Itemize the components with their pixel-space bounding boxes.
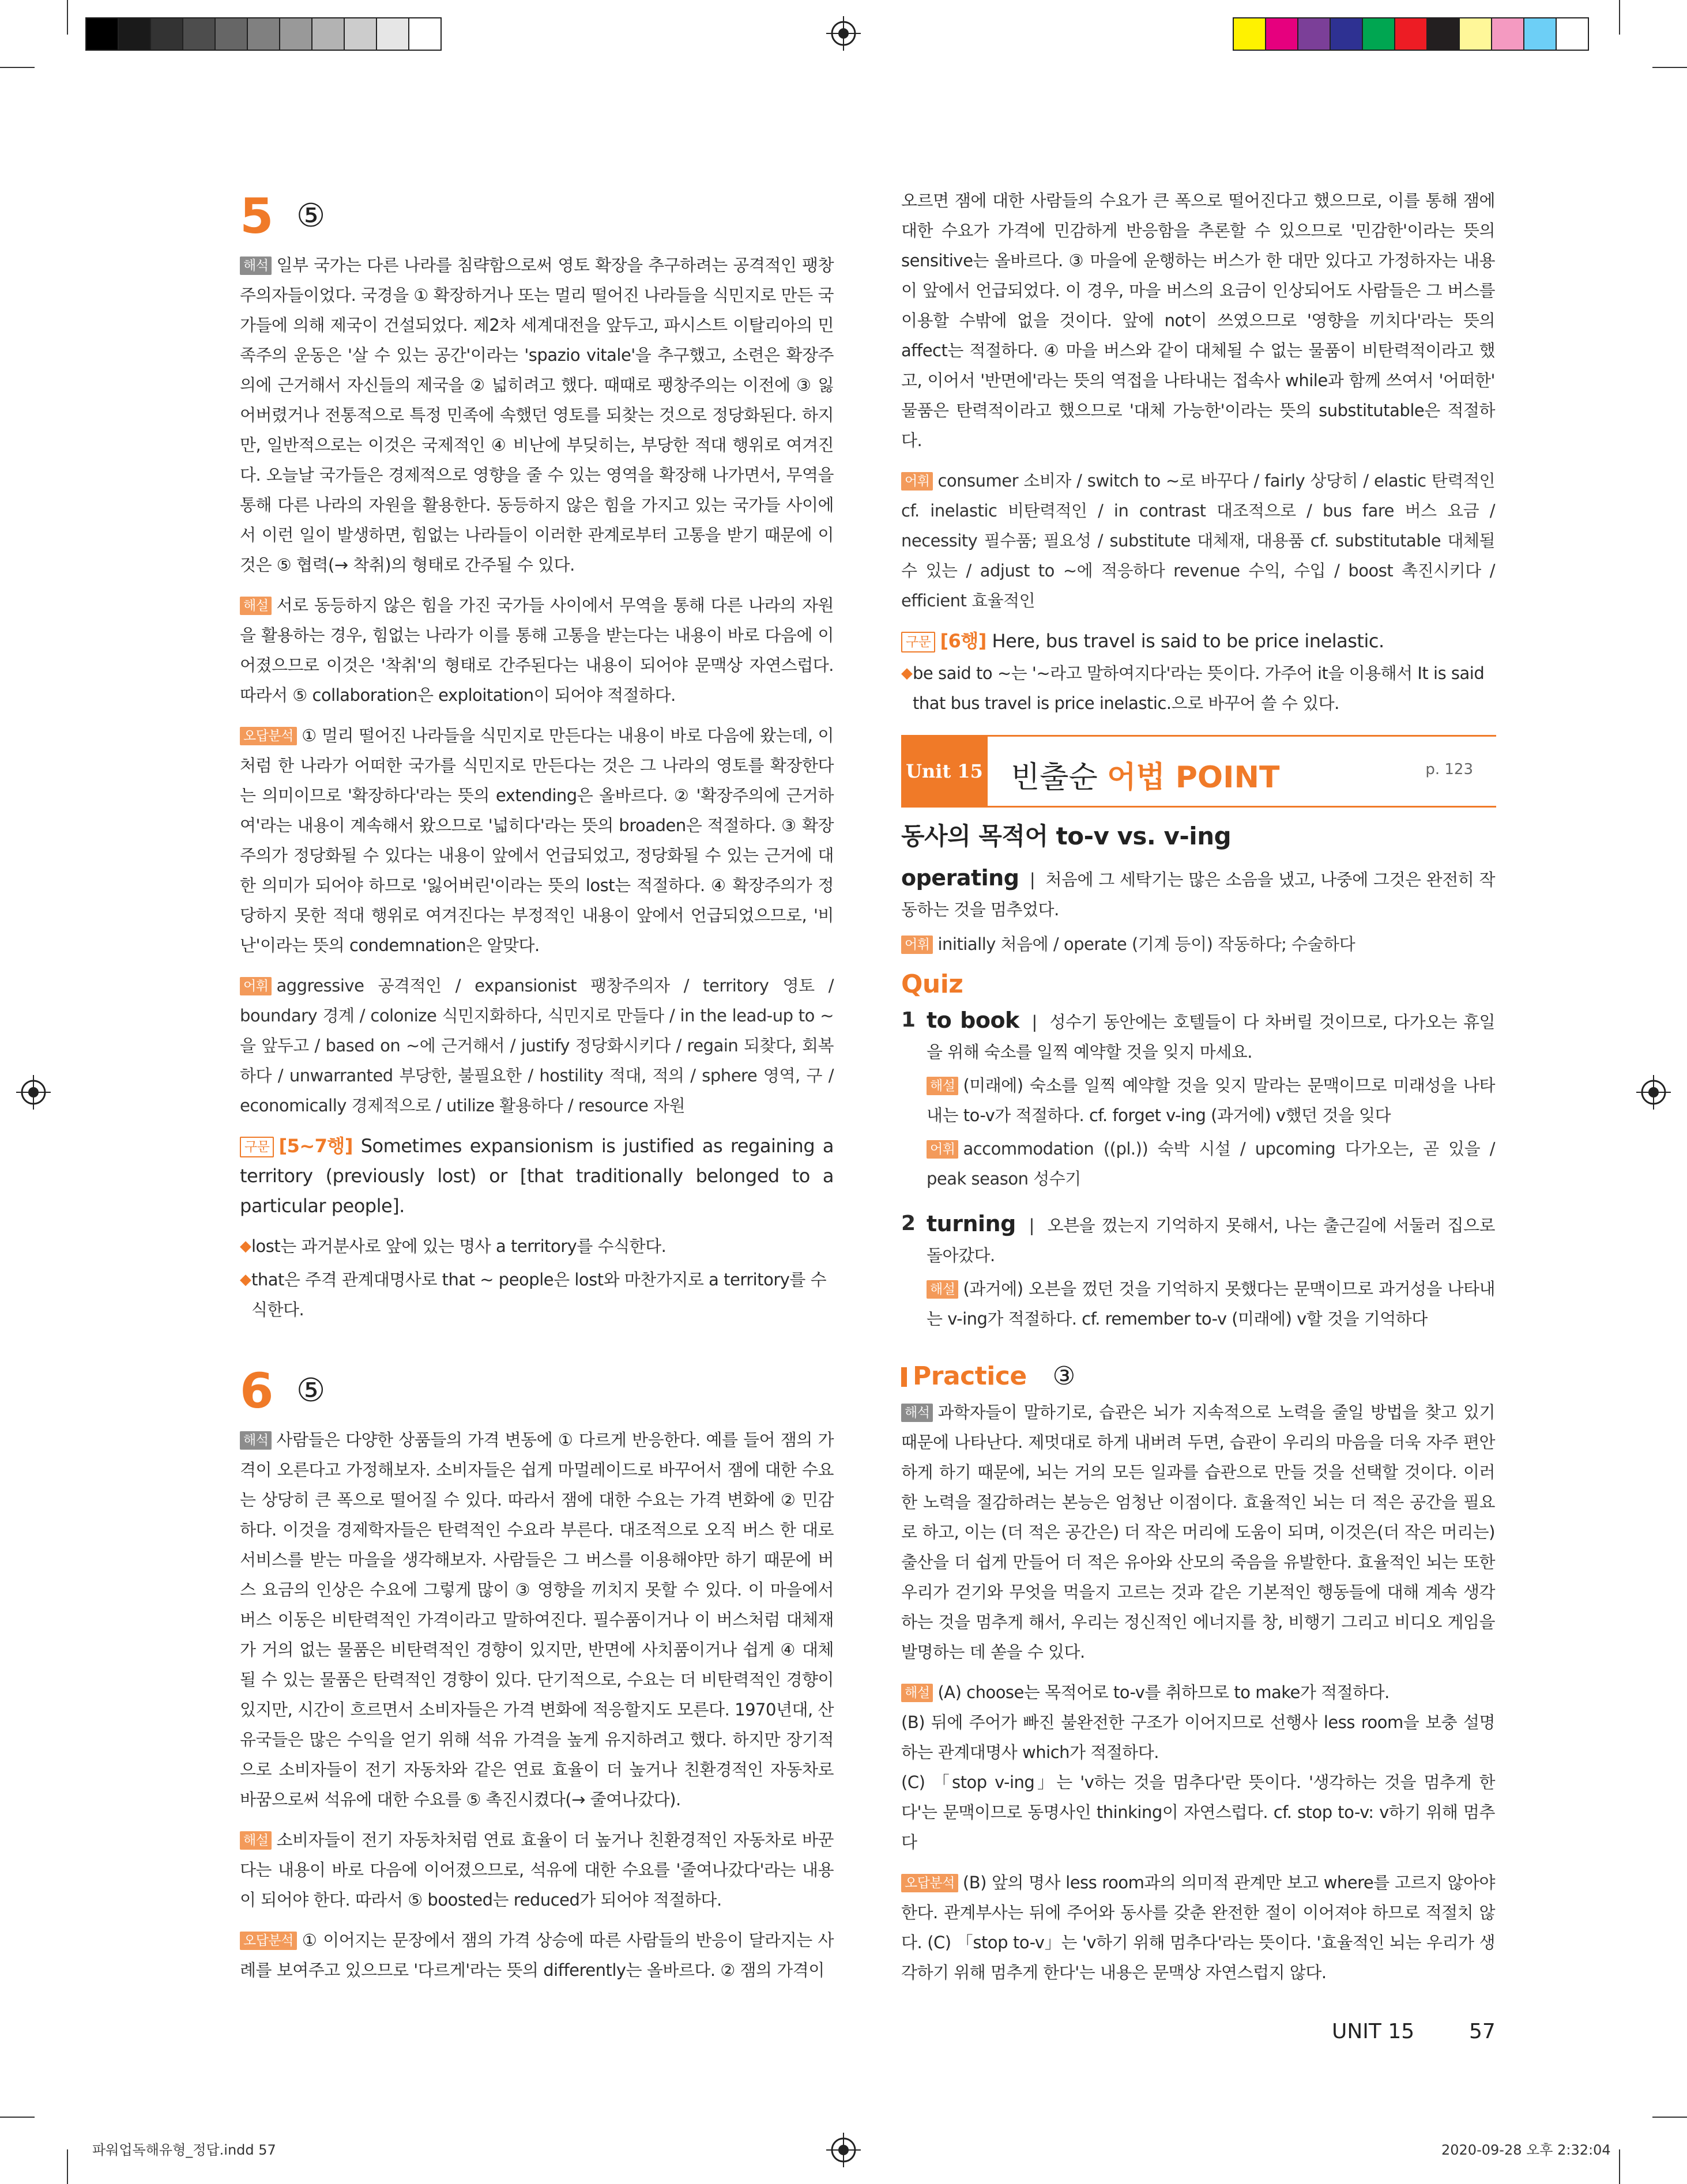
tag-label: 해석 [240,1431,272,1450]
crop-mark [1619,2149,1620,2184]
tag-label: 어휘 [901,936,933,954]
syntax-bullet [240,1231,834,1261]
paragraph-text: 소비자들이 전기 자동차처럼 연료 효율이 더 높거나 친환경적인 자동차로 바꾼다는 내용이 바로 다음에 이어졌으므로, 석유에 대한 수요를 '줄여나갔다'라는 내용이 되어야 한다. 따라서 ⑤ boosted는 reduced가 되어야 적절하다. [240,1830,834,1910]
vocabulary-paragraph [240,971,834,1121]
unit-banner [901,735,1496,808]
question-answer: ⑤ [296,197,325,235]
paragraph-text: (미래에) 숙소를 일찍 예약할 것을 잊지 말라는 문맥이므로 미래성을 나타내는 to-v가 적절하다. cf. forget v-ing (과거에) v했던 것을 잊다 [927,1076,1495,1125]
vocabulary-paragraph [927,1134,1495,1194]
explanation-paragraph [927,1070,1495,1130]
operating-entry: operating | 처음에 그 세탁기는 많은 소음을 냈고, 나중에 그것은 완전히 작동하는 것을 멈추었다. [901,865,1495,919]
tag-label: 해설 [240,597,272,615]
cmyk-color-bar [1233,17,1588,51]
swatch [376,17,409,51]
swatch [247,17,280,51]
swatch [182,17,216,51]
paragraph-text: Here, bus travel is said to be price inelastic. [992,630,1384,652]
syntax-paragraph [240,1131,834,1221]
tag-label: 구문 [901,632,935,652]
quiz-title: Quiz [901,970,963,999]
practice-answer: ③ [1052,1361,1075,1391]
paragraph-text: aggressive 공격적인 / expansionist 팽창주의자 / territory 영토 / boundary 경계 / colonize 식민지화하다, 식민지로 만들다 / in the lead-up to ~을 앞두고 / based on ~에 근거해서 / justify 정당화시키다 / regain 되찾다, 회복하다 / unwarranted 부당한, 불필요한 / hostility 적대, 적의 / sphere 영역, 구 / economically 경제적으로 / utilize 활용하다 / resource 자원 [240,976,834,1115]
paragraph-text: consumer 소비자 / switch to ~로 바꾸다 / fairly 상당히 / elastic 탄력적인 cf. inelastic 비탄력적인 / in contrast 대조적으로 / bus fare 버스 요금 / necessity 필수품; 필요성 / substitute 대체재, 대용품 cf. substitutable 대체될 수 있는 / adjust to ~에 적응하다 revenue 수익, 수입 / boost 촉진시키다 / efficient 효율적인 [901,471,1495,610]
right-column-bottom [901,821,1495,1998]
page-number: 57 [1469,2020,1496,2043]
translation-paragraph [240,1425,834,1815]
swatch [1265,17,1298,51]
answer-word: operating [901,865,1019,891]
bullet-text: be said to ~는 '~라고 말하여지다'라는 뜻이다. 가주어 it을 이용해서 It is said that bus travel is price inelastic.으로 바꾸어 쓸 수 있다. [913,663,1485,713]
continued-paragraph: 오르면 잼에 대한 사람들의 수요가 큰 폭으로 떨어진다고 했으므로, 이를 통해 잼에 대한 수요가 가격에 민감하게 반응함을 추론할 수 있으므로 '민감한'이라는 뜻의 sensitive는 올바르다. ③ 마을에 운행하는 버스가 한 대만 있다고 가정하자는 내용이 앞에서 언급되었다. 이 경우, 마을 버스의 요금이 인상되어도 사람들은 그 버스를 이용할 수밖에 없을 것이다. 앞에 not이 쓰였으므로 '영향을 끼치다'라는 뜻의 affect는 적절하다. ④ 마을 버스와 같이 대체될 수 없는 물품이 비탄력적이라고 했고, 이어서 '반면에'라는 뜻의 역접을 나타내는 접속사 while과 함께 쓰여서 '어떠한' 물품은 탄력적이라고 했으므로 '대체 가능한'이라는 뜻의 substitutable은 적절하다. [901,191,1495,450]
right-column-top [901,186,1495,722]
vocabulary-paragraph [901,929,1495,959]
quiz-item [901,1209,1495,1344]
tag-label: 해석 [240,257,272,275]
tag-label: 해설 [927,1077,958,1095]
explanation-paragraph [240,1825,834,1915]
paragraph-text: 처음에 그 세탁기는 많은 소음을 냈고, 나중에 그것은 완전히 작동하는 것을 멈추었다. [901,870,1495,919]
paragraph-text: (B) 앞의 명사 less room과의 의미적 관계만 보고 where를 고르지 않아야 한다. 관계부사는 뒤에 주어와 동사를 갖춘 완전한 절이 이어져야 하므로 적절치 않다. (C) 「stop to-v」는 'v하기 위해 멈추다'라는 뜻이다. '효율적인 뇌는 우리가 생각하기 위해 멈추게 한다'는 내용은 문맥상 자연스럽지 않다. [901,1873,1495,1982]
crop-mark [67,0,68,35]
paragraph-text: 사람들은 다양한 상품들의 가격 변동에 ① 다르게 반응한다. 예를 들어 잼의 가격이 오른다고 가정해보자. 소비자들은 쉽게 마멀레이드로 바꾸어서 잼에 대한 수요는 상당히 큰 폭으로 떨어질 수 있다. 따라서 잼에 대한 수요는 가격 변화에 ② 민감하다. 이것을 경제학자들은 탄력적인 수요라 부른다. 대조적으로 오직 버스 한 대로 서비스를 받는 마을을 생각해보자. 사람들은 그 버스를 이용해야만 하기 때문에 버스 요금의 인상은 수요에 그렇게 많이 ③ 영향을 끼치지 못할 수 있다. 이 마을에서 버스 이동은 비탄력적인 가격이라고 말하여진다. 필수품이거나 이 버스처럼 대체재가 거의 없는 물품은 비탄력적인 경향이 있지만, 반면에 사치품이거나 쉽게 ④ 대체될 수 있는 물품은 탄력적인 경향이 있다. 단기적으로, 수요는 더 비탄력적인 경향이 있지만, 시간이 흐르면서 소비자들은 가격 변화에 적응할지도 모른다. 1970년대, 산유국들은 많은 수익을 얻기 위해 석유 가격을 높게 유지하려고 했다. 하지만 장기적으로 소비자들이 전기 자동차와 같은 연료 효율이 더 높거나 친환경적인 자동차로 바꿈으로써 석유에 대한 수요를 ⑤ 촉진시켰다(→ 줄여나갔다). [240,1430,834,1809]
bullet-text: lost는 과거분사로 앞에 있는 명사 a territory를 수식한다. [251,1236,666,1256]
paragraph-text: Sometimes expansionism is justified as regaining a territory (previously lost) or [that traditionally belonged to a particular people]. [240,1135,834,1217]
paragraph-text: ① 멀리 떨어진 나라들을 식민지로 만든다는 내용이 바로 다음에 왔는데, 이처럼 한 나라가 어떠한 국가를 식민지로 만든다는 것은 그 나라의 영토를 확장한다는 의미이므로 '확장하다'라는 뜻의 extending은 올바르다. ② '확장주의에 근거하여'라는 내용이 계속해서 왔으므로 '넓히다'라는 뜻의 broaden은 적절하다. ③ 확장주의가 정당화될 수 있다는 내용이 앞에서 언급되었고, 정당화될 수 있는 근거에 대한 의미가 되어야 하므로 '잃어버린'이라는 뜻의 lost는 적절하다. ④ 확장주의가 정당하지 못한 적대 행위로 여겨진다는 부정적인 내용이 앞에서 언급되었으므로, '비난'이라는 뜻의 condemnation은 알맞다. [240,726,834,955]
banner-title [1011,753,1279,796]
registration-mark-icon [826,2133,861,2167]
question-5-header [240,190,834,242]
wrong-answer-analysis [240,1925,834,1985]
bullet-text: that은 주격 관계대명사로 that ~ people은 lost와 마찬가지로 a territory를 수식한다. [251,1270,827,1319]
tag-label: 어휘 [901,472,933,491]
left-column [240,190,834,1996]
paragraph-text: ① 이어지는 문장에서 잼의 가격 상승에 따른 사람들의 반응이 달라지는 사례를 보여주고 있으므로 '다르게'라는 뜻의 differently는 올바르다. ② 잼의 가격이 [240,1930,834,1980]
paragraph-text: (과거에) 오븐을 껐던 것을 기억하지 못했다는 문맥이므로 과거성을 나타내는 v-ing가 적절하다. cf. remember to-v (미래에) v할 것을 기억하다 [927,1279,1495,1329]
tag-label: 어휘 [240,977,272,995]
swatch [150,17,183,51]
paragraph-text: accommodation ((pl.)) 숙박 시설 / upcoming 다가오는, 곧 있을 / peak season 성수기 [927,1139,1495,1189]
tag-label: 해설 [901,1684,933,1702]
tag-label: 해석 [901,1404,933,1422]
translation-paragraph [240,250,834,580]
gray-color-bar [85,17,440,51]
swatch [1233,17,1266,51]
explanation-line: (C) 「stop v-ing」는 'v하는 것을 멈추다'란 뜻이다. '생각하는 것을 멈추게 한다'는 문맥이므로 동명사인 thinking이 자연스럽다. cf. stop to-v: v하기 위해 멈추다 [901,1772,1495,1852]
quiz-number: 2 [901,1212,916,1235]
syntax-paragraph [901,626,1495,656]
swatch [1297,17,1331,51]
bullet-icon: ◆ [240,1271,251,1288]
swatch [1556,17,1589,51]
swatch [1459,17,1492,51]
grammar-title: 동사의 목적어 to-v vs. v-ing [901,822,1232,850]
wrong-answer-analysis [901,1868,1495,1987]
question-answer: ⑤ [296,1372,325,1409]
paragraph-text: 과학자들이 말하기로, 습관은 뇌가 지속적으로 노력을 줄일 방법을 찾고 있기 때문에 나타난다. 제멋대로 하게 내버려 두면, 습관이 우리의 마음을 더욱 자주 편안하게 하기 때문에, 뇌는 거의 모든 일과를 습관으로 만들 것을 선택할 것이다. 이러한 노력을 절감하려는 본능은 엄청난 이점이다. 효율적인 뇌는 더 적은 공간을 필요로 하고, 이는 (더 적은 공간은) 더 작은 머리에 도움이 되며, 이것은(더 작은 머리는) 출산을 더 쉽게 만들어 더 적은 유아와 산모의 죽음을 유발한다. 효율적인 뇌는 또한 우리가 걷기와 무엇을 먹을지 고르는 것과 같은 기본적인 행동들에 대해 계속 생각하는 것을 멈추게 해서, 우리는 정신적인 에너지를 창, 비행기 그리고 비디오 게임을 발명하는 데 쏟을 수 있다. [901,1402,1495,1662]
swatch [408,17,442,51]
practice-marker-icon [901,1367,907,1387]
swatch [214,17,248,51]
crop-mark [1619,0,1620,35]
file-slug: 파워업독해유형_정답.indd 57 [92,2142,276,2158]
registration-mark-icon [1636,1075,1671,1110]
swatch [279,17,312,51]
question-6-header [240,1365,834,1417]
line-reference: [5~7행] [278,1135,353,1157]
tag-label: 어휘 [927,1140,958,1159]
paragraph-text: 일부 국가는 다른 나라를 침략함으로써 영토 확장을 추구하려는 공격적인 팽창주의자들이었다. 국경을 ① 확장하거나 또는 멀리 떨어진 나라들을 식민지로 만든 국가들에 의해 제국이 건설되었다. 제2차 세계대전을 앞두고, 파시스트 이탈리아의 민족주의 운동은 '살 수 있는 공간'이라는 'spazio vitale'을 추구했고, 소련은 확장주의에 근거해서 자신들의 제국을 ② 넓히려고 했다. 때때로 팽창주의는 이전에 ③ 잃어버렸거나 전통적으로 특정 민족에 속했던 영토를 되찾는 것으로 정당화된다. 하지만, 일반적으로는 이것은 국제적인 ④ 비난에 부딪히는, 부당한 적대 행위로 여겨진다. 오늘날 국가들은 경제적으로 영향을 줄 수 있는 영역을 확장해 나가면서, 무역을 통해 다른 나라의 자원을 활용한다. 동등하지 않은 힘을 가지고 있는 국가들 사이에서 이런 일이 발생하면, 힘없는 나라들이 이러한 관계로부터 고통을 받기 때문에 이것은 ⑤ 협력(→ 착취)의 형태로 간주될 수 있다. [240,255,834,575]
banner-title-prefix: 빈출순 [1011,760,1098,795]
tag-label: 오답분석 [240,727,297,745]
quiz-answer: turning | 오븐을 껐는지 기억하지 못해서, 나는 출근길에 서둘러 집으로 돌아갔다. [927,1211,1495,1265]
swatch [1394,17,1428,51]
paragraph-text: 서로 동등하지 않은 힘을 가진 국가들 사이에서 무역을 통해 다른 나라의 자원을 활용하는 경우, 힘없는 나라가 이를 통해 고통을 받는다는 내용이 바로 다음에 이어졌으므로 이것은 '착취'의 형태로 간주된다는 내용이 되어야 문맥상 자연스럽다. 따라서 ⑤ collaboration은 exploitation이 되어야 적절하다. [240,595,834,705]
bullet-icon: ◆ [901,665,913,682]
registration-mark-icon [826,16,861,51]
crop-mark [1652,67,1687,68]
line-reference: [6행] [940,630,986,652]
unit-badge: Unit 15 [901,737,988,806]
footer-unit: UNIT 15 [1332,2020,1415,2043]
tag-label: 오답분석 [901,1874,958,1892]
question-number: 5 [240,188,273,244]
syntax-bullet [901,658,1495,718]
question-number: 6 [240,1363,273,1419]
practice-header [901,1361,1495,1391]
swatch [1330,17,1363,51]
paragraph-text: 오븐을 껐는지 기억하지 못해서, 나는 출근길에 서둘러 집으로 돌아갔다. [927,1216,1495,1265]
quiz-number: 1 [901,1008,916,1032]
paragraph-text: (A) choose는 목적어로 to-v를 취하므로 to make가 적절하다. [937,1683,1389,1702]
answer-word: to book [927,1008,1019,1033]
crop-mark [67,2149,68,2184]
swatch [311,17,345,51]
translation-paragraph [901,1397,1495,1667]
practice-title: Practice [913,1361,1027,1391]
swatch [1523,17,1557,51]
tag-label: 구문 [240,1137,274,1157]
paragraph-text: initially 처음에 / operate (기계 등이) 작동하다; 수술하다 [937,934,1355,954]
swatch [1491,17,1524,51]
crop-mark [0,67,35,68]
explanation-paragraph [901,1677,1495,1707]
timestamp-slug: 2020-09-28 오후 2:32:04 [1441,2142,1611,2158]
explanation-paragraph [927,1274,1495,1334]
registration-mark-icon [16,1075,51,1110]
explanation-line: (B) 뒤에 주어가 빠진 불완전한 구조가 이어지므로 선행사 less room을 보충 설명하는 관계대명사 which가 적절하다. [901,1713,1495,1762]
answer-word: turning [927,1211,1016,1236]
swatch [1426,17,1460,51]
crop-mark [0,2117,35,2118]
wrong-answer-analysis [240,721,834,960]
page-reference: p. 123 [1425,761,1473,778]
crop-mark [1652,2117,1687,2118]
banner-title-accent: 어법 POINT [1107,760,1280,795]
quiz-body [927,1005,1495,1204]
tag-label: 오답분석 [240,1932,297,1950]
quiz-answer: to book | 성수기 동안에는 호텔들이 다 차버릴 것이므로, 다가오는 휴일을 위해 숙소를 일찍 예약할 것을 잊지 마세요. [927,1008,1495,1062]
quiz-body [927,1209,1495,1344]
tag-label: 해설 [240,1831,272,1850]
swatch [344,17,377,51]
vocabulary-paragraph [901,466,1495,616]
swatch [118,17,151,51]
swatch [1362,17,1395,51]
tag-label: 해설 [927,1280,958,1299]
quiz-item [901,1005,1495,1204]
explanation-paragraph [240,590,834,710]
bullet-icon: ◆ [240,1238,251,1255]
syntax-bullet [240,1265,834,1325]
swatch [85,17,119,51]
paragraph-text: 성수기 동안에는 호텔들이 다 차버릴 것이므로, 다가오는 휴일을 위해 숙소를 일찍 예약할 것을 잊지 마세요. [927,1012,1495,1062]
